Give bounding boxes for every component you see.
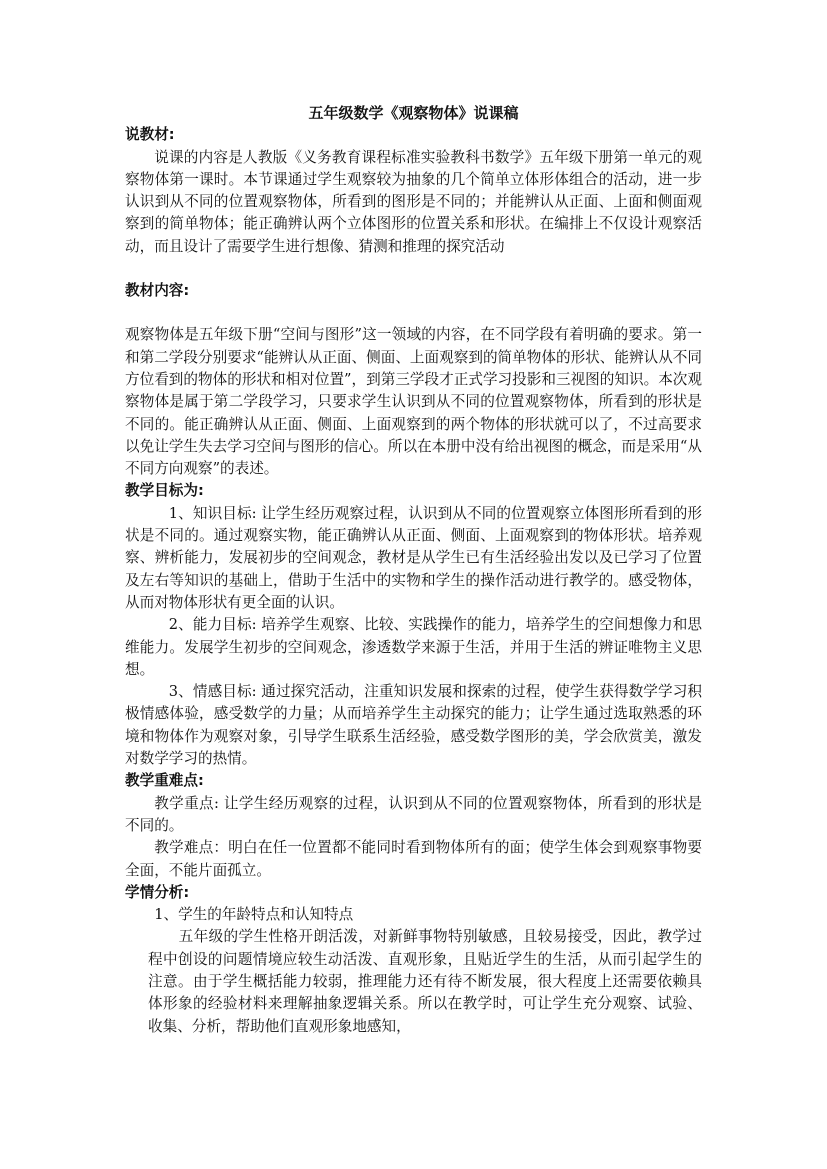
section-heading-textbook: 说教材: xyxy=(125,126,175,144)
document-title: 五年级数学《观察物体》说课稿 xyxy=(308,104,519,122)
spacer xyxy=(125,258,702,280)
paragraph-emotion-objective: 3、情感目标: 通过探究活动，注重知识发展和探索的过程，使学生获得数学学习积极情感体验，感受数学的力量；从而培养学生主动探究的能力；让学生通过选取熟悉的环境和物体作为观察对象，引导学生联系生活经验，感受数学图形的美，学会欣赏美，激发对数学学习的热情。 xyxy=(125,683,702,768)
paragraph-textbook: 说课的内容是人教版《义务教育课程标准实验教科书数学》五年级下册第一单元的观察物体第一课时。本节课通过学生观察较为抽象的几个简单立体形体组合的活动，进一步认识到从不同的位置观察物体，所看到的图形是不同的；并能辨认从正面、上面和侧面观察到的简单物体；能正确辨认两个立体图形的位置关系和形状。在编排上不仅设计观察活动，而且设计了需要学生进行想像、猜测和推理的探究活动 xyxy=(125,148,702,255)
section-heading-content: 教材内容: xyxy=(125,282,190,300)
document-body xyxy=(125,102,702,1038)
section-heading-learner-analysis: 学情分析: xyxy=(125,883,190,901)
paragraph-difficult-point: 教学难点：明白在任一位置都不能同时看到物体所有的面；使学生体会到观察事物要全面，不能片面孤立。 xyxy=(125,839,702,879)
spacer xyxy=(125,302,702,324)
paragraph-key-point: 教学重点: 让学生经历观察的过程，认识到从不同的位置观察物体，所看到的形状是不同的。 xyxy=(125,794,702,834)
paragraph-learner-characteristics: 五年级的学生性格开朗活泼，对新鲜事物特别敏感，且较易接受，因此，教学过程中创设的问题情境应较生动活泼、直观形象，且贴近学生的生活，从而引起学生的注意。由于学生概括能力较弱，推理能力还有待不断发展，很大程度上还需要依赖具体形象的经验材料来理解抽象逻辑关系。所以在教学时，可让学生充分观察、试验、收集、分析，帮助他们直观形象地感知， xyxy=(148,928,702,1035)
section-heading-key-points: 教学重难点: xyxy=(125,772,204,790)
section-heading-objectives: 教学目标为: xyxy=(125,482,204,500)
paragraph-content: 观察物体是五年级下册“空间与图形”这一领域的内容，在不同学段有着明确的要求。第一和第二学段分别要求“能辨认从正面、侧面、上面观察到的简单物体的形状、能辨认从不同方位看到的物体的形状和相对位置”，到第三学段才正式学习投影和三视图的知识。本次观察物体是属于第二学段学习，只要求学生认识到从不同的位置观察物体，所看到的形状是不同的。能正确辨认从正面、侧面、上面观察到的两个物体的形状就可以了，不过高要求以免让学生失去学习空间与图形的信心。所以在本册中没有给出视图的概念，而是采用“从不同方向观察”的表述。 xyxy=(125,326,702,478)
indented-block xyxy=(125,926,702,1037)
list-item-age-characteristics: 1、学生的年龄特点和认知特点 xyxy=(154,906,354,924)
paragraph-knowledge-objective: 1、知识目标: 让学生经历观察过程，认识到从不同的位置观察立体图形所看到的形状是不同的。通过观察实物，能正确辨认从正面、侧面、上面观察到的物体形状。培养观察、辨析能力，发展初步的空间观念，教材是从学生已有生活经验出发以及已学习了位置及左右等知识的基础上，借助于生活中的实物和学生的操作活动进行教学的。感受物体，从而对物体形状有更全面的认识。 xyxy=(125,504,702,611)
paragraph-ability-objective: 2、能力目标: 培养学生观察、比较、实践操作的能力，培养学生的空间想像力和思维能力。发展学生初步的空间观念，渗透数学来源于生活，并用于生活的辨证唯物主义思想。 xyxy=(125,616,702,678)
